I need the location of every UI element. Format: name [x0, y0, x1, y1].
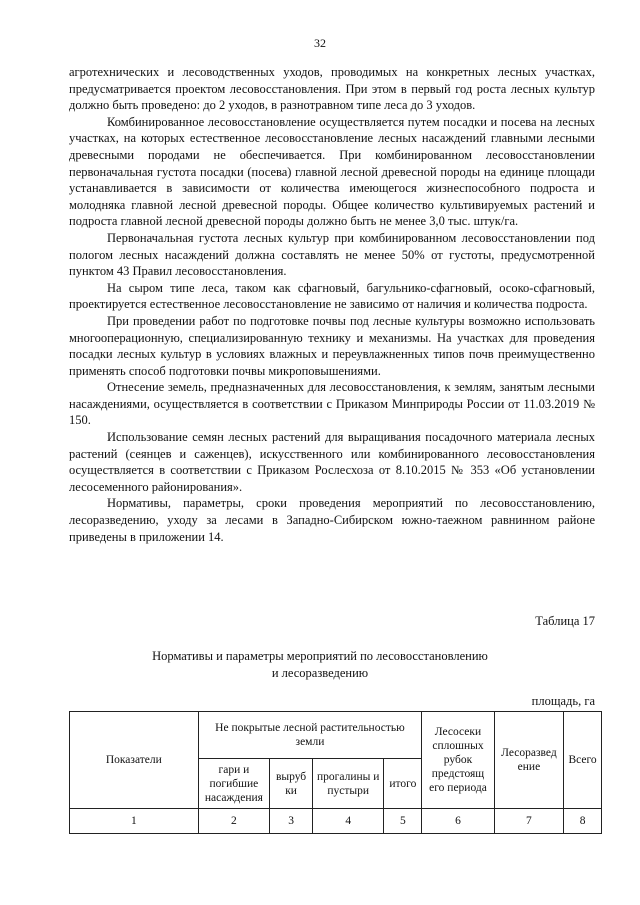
- norms-table: [69, 711, 602, 834]
- header-afforestation: Лесоразвед ение: [494, 712, 563, 809]
- table-title-line: Нормативы и параметры мероприятий по лесовосстановлению: [152, 649, 488, 663]
- column-number: 7: [494, 809, 563, 834]
- paragraph: агротехнических и лесоводственных уходов, проводимых на конкретных лесных участках, предусматривается проектом лесовосстановления. При этом в первый год роста лесных культур должно быть проведено: до 2 уходов, в разнотравном типе леса до 3 уходов.: [69, 65, 595, 113]
- header-indicators: Показатели: [70, 712, 199, 809]
- column-number: 8: [564, 809, 602, 834]
- table-title: [0, 648, 640, 682]
- table-title-line: и лесоразведению: [271, 666, 369, 680]
- table-header-row: [70, 712, 602, 759]
- paragraph: Отнесение земель, предназначенных для лесовосстановления, к землям, занятым лесными насаждениями, осуществляется в соответствии с Приказом Минприроды России от 11.03.2019 № 150.: [69, 380, 595, 428]
- page-number: 32: [314, 36, 326, 50]
- body-text: [69, 64, 595, 545]
- header-glades: прогалины и пустыри: [313, 759, 384, 809]
- header-cutting-areas: Лесосеки сплошных рубок предстоящ его периода: [422, 712, 494, 809]
- column-number: 1: [70, 809, 199, 834]
- column-number: 3: [270, 809, 313, 834]
- header-total-sub: итого: [384, 759, 422, 809]
- paragraph: Использование семян лесных растений для выращивания посадочного материала лесных растений (сеянцев и саженцев), искусственного или комбинированного лесовосстановления осуществляется в соответствии с Приказом Рослесхоза от 8.10.2015 № 353 «Об установлении лесосеменного районирования».: [69, 430, 595, 494]
- paragraph: Первоначальная густота лесных культур при комбинированном лесовосстановлении под пологом лесных насаждений должна составлять не менее 50% от густоты, предусмотренной пунктом 43 Правил лесовосстановления.: [69, 230, 595, 279]
- paragraph: Комбинированное лесовосстановление осуществляется путем посадки и посева на лесных участках, на которых естественное лесовосстановление лесных насаждений главными лесными древесными породами не обеспечивается. При комбинированном лесовосстановлении первоначальная густота посадки (посева) главной лесной древесной породы на единице площади устанавливается в зависимости от количества имеющегося жизнеспособного подроста и молодняка главной лесной древесной породы. Общее количество культивируемых растений и подроста главной лесной древесной породы должно быть не менее 3,0 тыс. штук/га.: [69, 114, 595, 229]
- header-total: Всего: [564, 712, 602, 809]
- header-not-covered: Не покрытые лесной растительностью земли: [198, 712, 422, 759]
- column-number-row: [70, 809, 602, 834]
- paragraph: При проведении работ по подготовке почвы под лесные культуры возможно использовать многооперационную, специализированную технику и механизмы. На участках для проведения посадки лесных культур в условиях влажных и переувлажненных типов почв преимущественно применять способ подготовки почвы микроповышениями.: [69, 313, 595, 378]
- table-caption: Таблица 17: [535, 614, 595, 628]
- column-number: 4: [313, 809, 384, 834]
- paragraph: На сыром типе леса, таком как сфагновый, багульнико-сфагновый, осоко-сфагновый, проектируется естественное лесовосстановление не зависимо от наличия и количества подроста.: [69, 280, 595, 312]
- header-clearcuts: выруб ки: [270, 759, 313, 809]
- header-burned: гари и погибшие насаждения: [198, 759, 269, 809]
- column-number: 5: [384, 809, 422, 834]
- column-number: 6: [422, 809, 494, 834]
- unit-label: площадь, га: [531, 694, 595, 708]
- column-number: 2: [198, 809, 269, 834]
- paragraph: Нормативы, параметры, сроки проведения мероприятий по лесовосстановлению, лесоразведению, уходу за лесами в Западно-Сибирском южно-таежном равнинном районе приведены в приложении 14.: [69, 496, 595, 544]
